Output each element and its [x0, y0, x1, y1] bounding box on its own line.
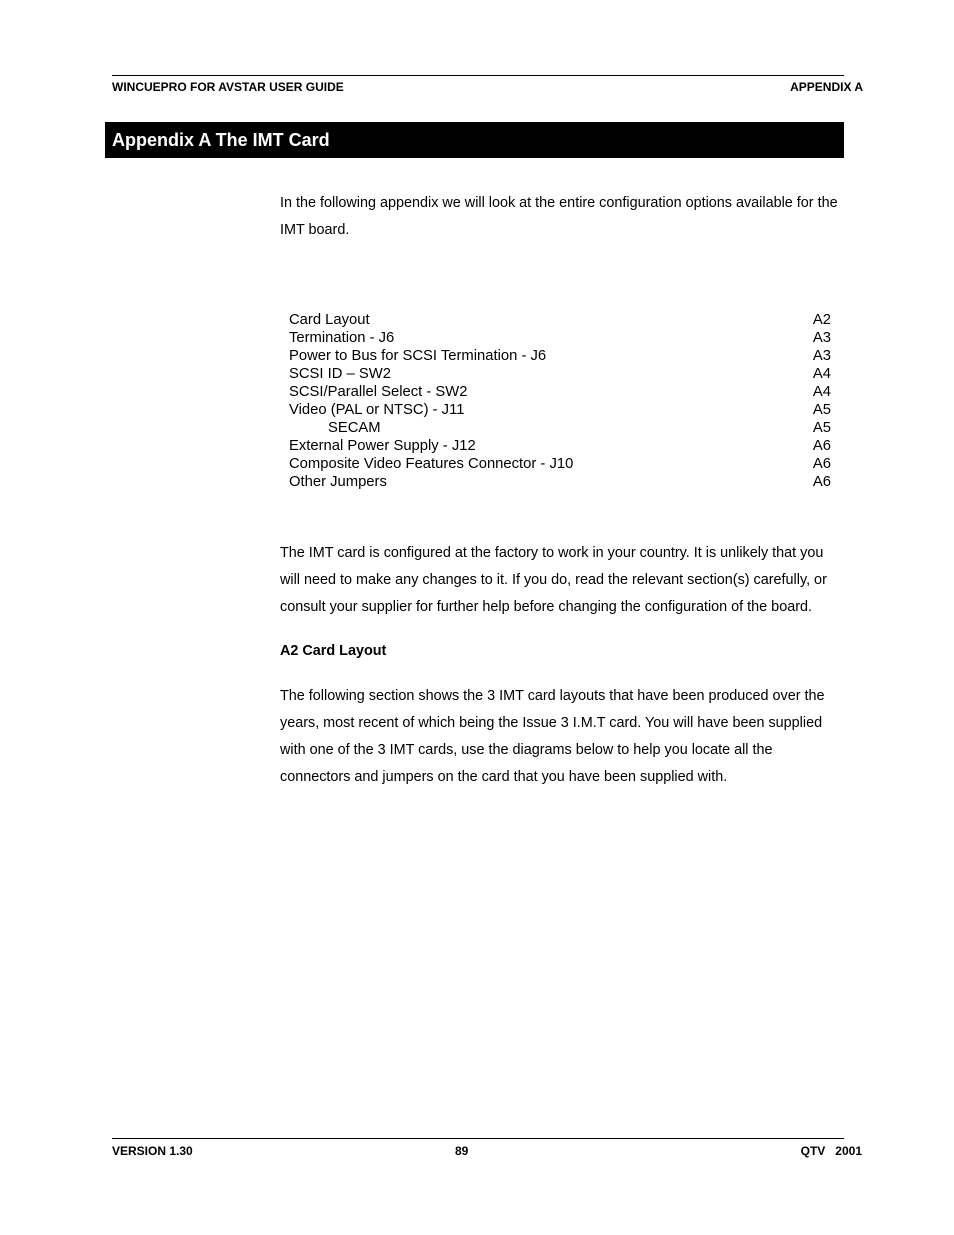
toc-label: Power to Bus for SCSI Termination - J6 — [289, 348, 547, 364]
toc-row[interactable] — [289, 437, 831, 455]
toc-label: Card Layout — [289, 312, 370, 328]
toc-page: A3 — [812, 330, 831, 346]
toc-label: External Power Supply - J12 — [289, 438, 476, 454]
section-heading: A2 Card Layout — [280, 643, 387, 659]
toc-row[interactable] — [289, 311, 831, 329]
toc-page: A6 — [812, 456, 831, 472]
header-rule — [112, 75, 844, 76]
toc-page: A6 — [812, 474, 831, 490]
toc-page: A5 — [812, 402, 831, 418]
toc-label: SCSI ID – SW2 — [289, 366, 391, 382]
toc-row[interactable] — [289, 455, 831, 473]
section-body-paragraph: The following section shows the 3 IMT card layouts that have been produced over the years, most recent of which being the Issue 3 I.M.T card. You will have been supplied with one of the 3 IMT cards, use the diagrams below to help you locate all the connectors and jumpers on the card that you have been supplied with. — [280, 688, 825, 785]
header-section-label: APPENDIX A — [790, 80, 863, 94]
toc-label: SECAM — [328, 420, 381, 436]
toc-label: Termination - J6 — [289, 330, 395, 346]
toc-page: A2 — [812, 312, 831, 328]
toc-page: A4 — [812, 366, 831, 382]
page-number: 89 — [455, 1144, 469, 1158]
header-guide-title: WINCUEPRO FOR AVSTAR USER GUIDE — [112, 80, 344, 94]
toc-row[interactable] — [289, 401, 831, 419]
toc-page: A3 — [812, 348, 831, 364]
toc-label: Composite Video Features Connector - J10 — [289, 456, 574, 472]
configuration-note-paragraph: The IMT card is configured at the factory to work in your country. It is unlikely that you will need to make any changes to it. If you do, read the relevant section(s) carefully, or consult your supplier for further help before changing the configuration of the board. — [280, 545, 827, 615]
toc-row[interactable] — [289, 365, 831, 383]
toc-row[interactable] — [289, 347, 831, 365]
toc-row[interactable] — [289, 419, 831, 437]
toc-row[interactable] — [289, 473, 831, 491]
toc-page: A5 — [812, 420, 831, 436]
toc-row[interactable] — [289, 383, 831, 401]
footer-rule — [112, 1138, 844, 1139]
toc-page: A6 — [812, 438, 831, 454]
toc-label: Other Jumpers — [289, 474, 387, 490]
toc-label: Video (PAL or NTSC) - J11 — [289, 402, 465, 418]
toc-page: A4 — [812, 384, 831, 400]
intro-paragraph: In the following appendix we will look at the entire configuration options available for the IMT board. — [280, 195, 838, 238]
toc-row[interactable] — [289, 329, 831, 347]
footer-version: VERSION 1.30 — [112, 1144, 193, 1158]
appendix-title-banner: Appendix A The IMT Card — [105, 122, 844, 158]
toc-label: SCSI/Parallel Select - SW2 — [289, 384, 468, 400]
table-of-contents — [289, 311, 831, 491]
footer-publisher: QTV 2001 — [800, 1144, 862, 1158]
